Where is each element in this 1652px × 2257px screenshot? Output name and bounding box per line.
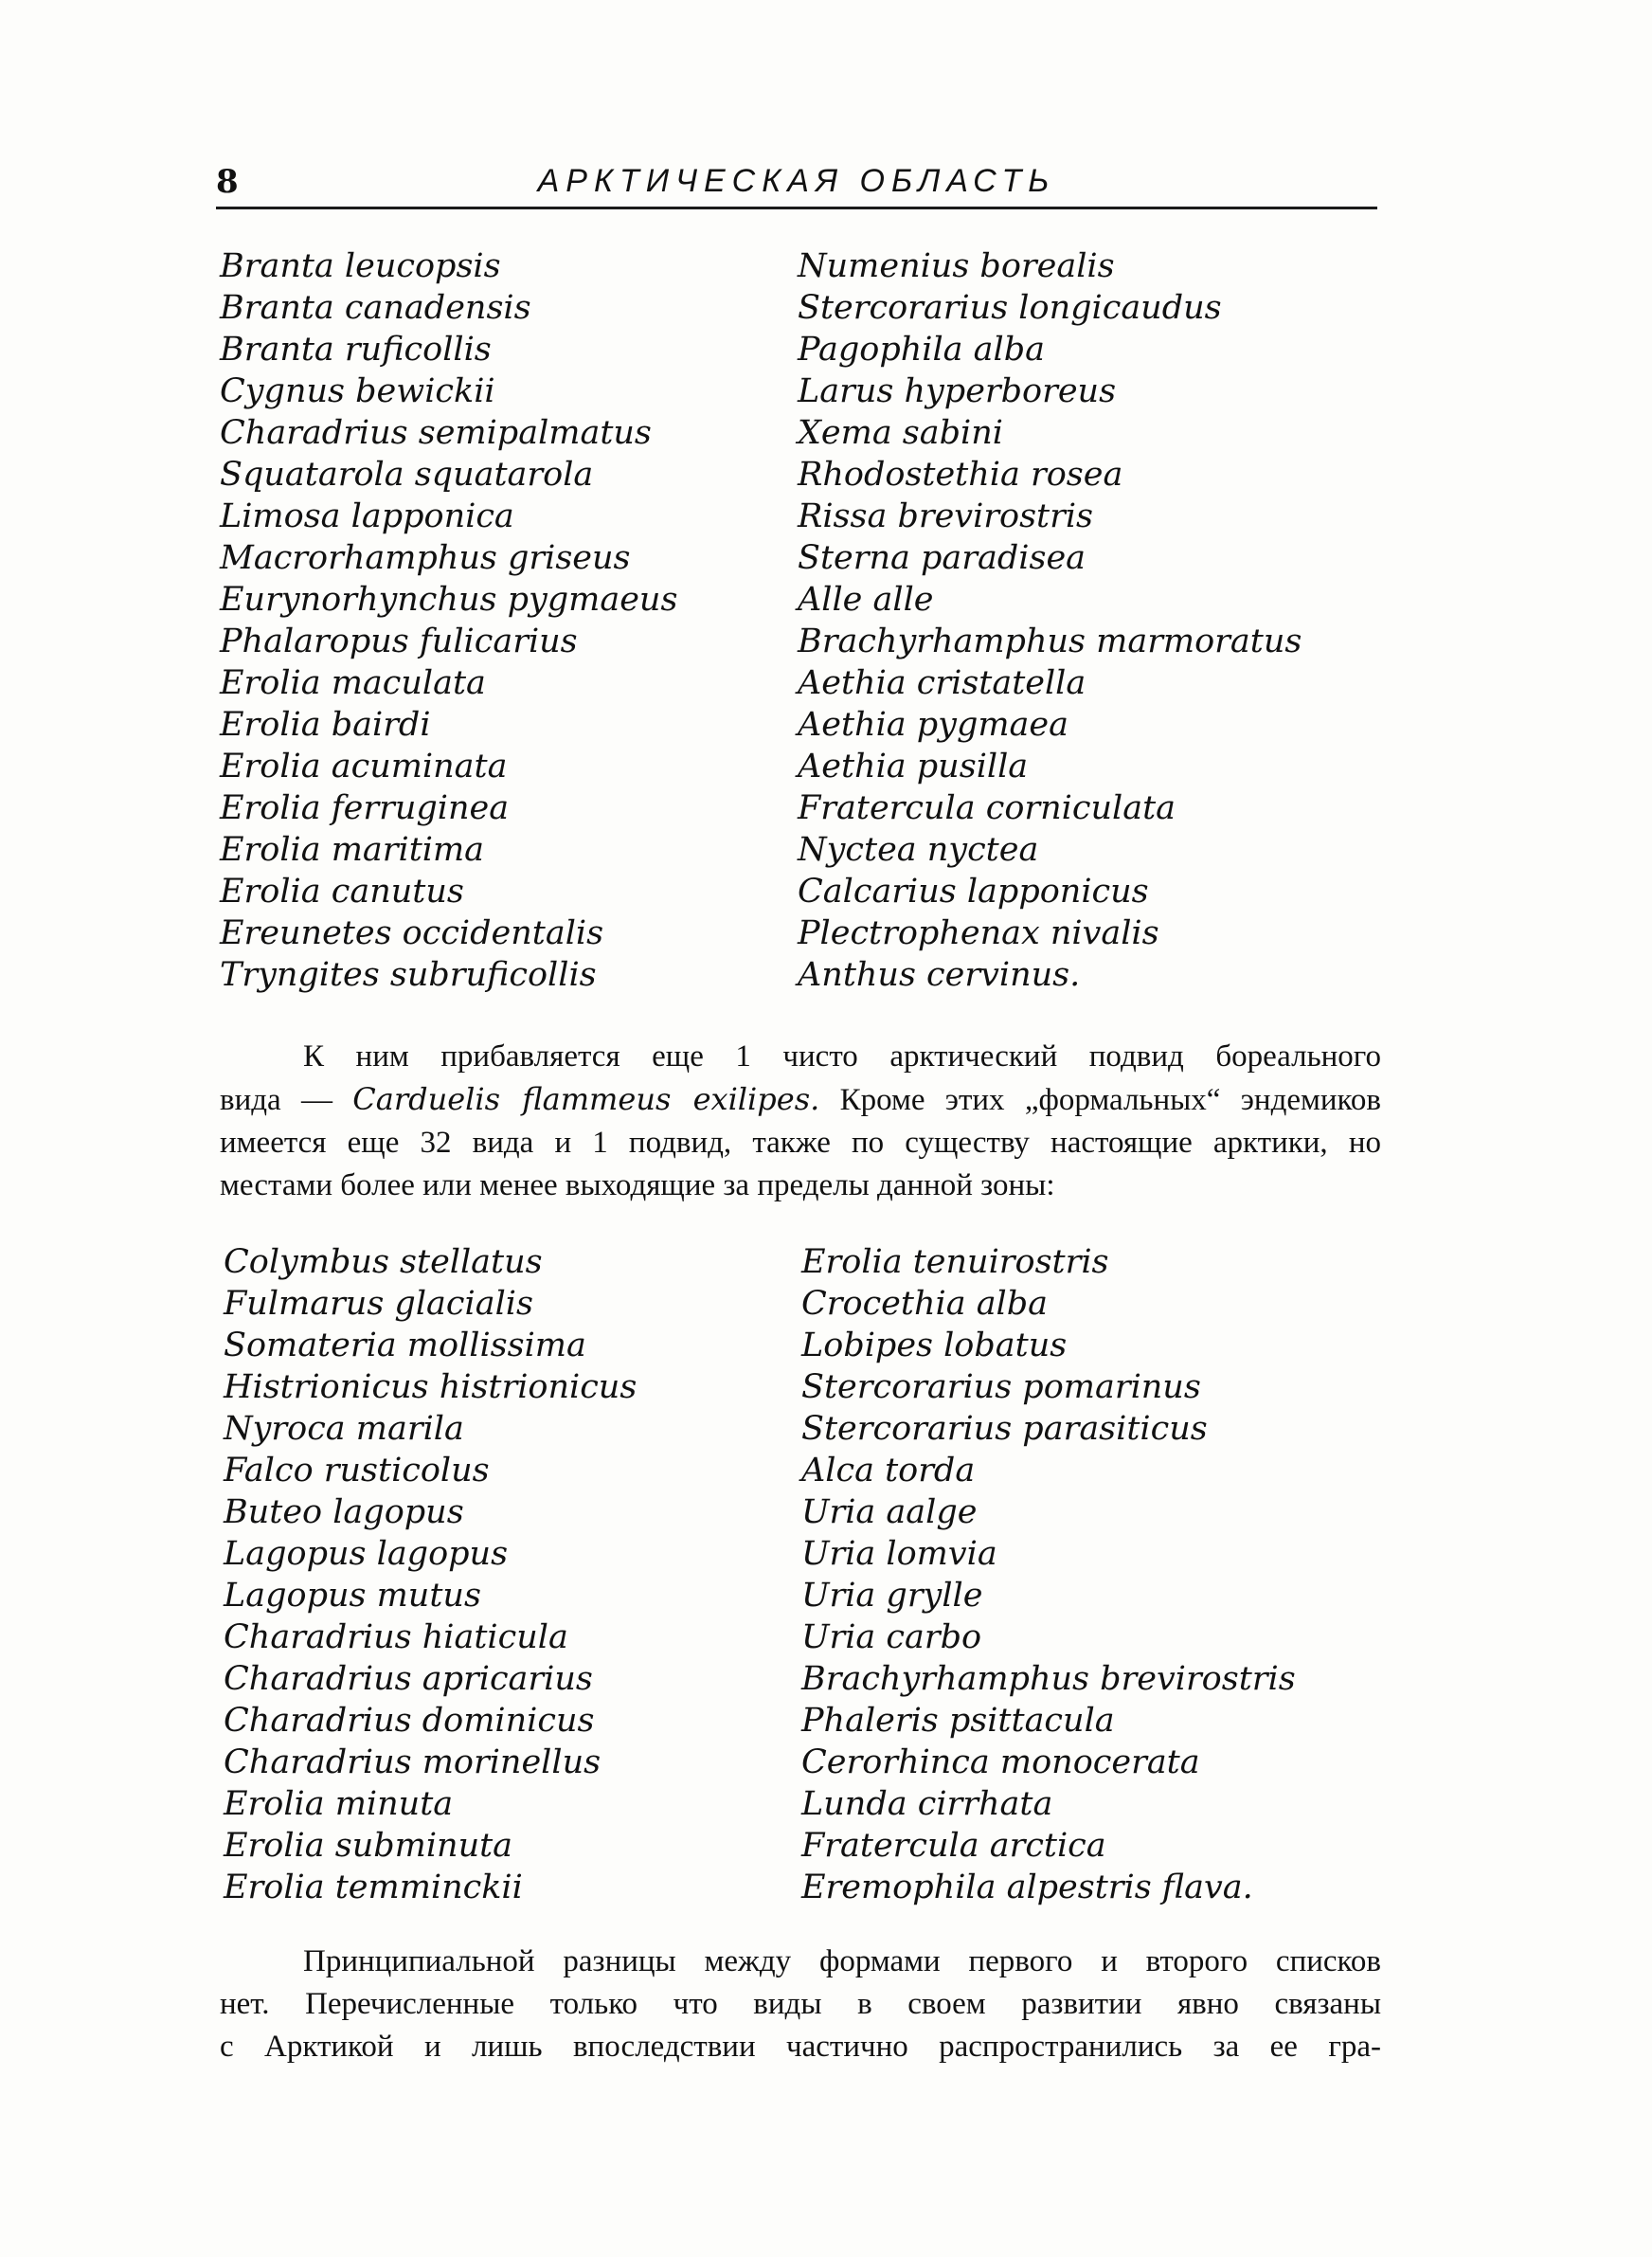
species-name: Branta canadensis — [220, 289, 531, 327]
latin-species-name: Carduelis flammeus exilipes. — [352, 1081, 820, 1117]
species-name: Lunda cirrhata — [801, 1785, 1053, 1823]
species-name: Numenius borealis — [798, 247, 1115, 285]
species-name: Cygnus bewickii — [220, 372, 495, 410]
species-name: Fratercula arctica — [801, 1827, 1106, 1865]
species-name: Tryngites subruficollis — [220, 956, 597, 994]
endemic-species-list-left — [220, 245, 677, 996]
species-name: Lagopus mutus — [224, 1577, 481, 1615]
species-name: Branta ruficollis — [220, 331, 492, 369]
species-name: Anthus cervinus. — [798, 956, 1081, 994]
species-name: Stercorarius pomarinus — [801, 1368, 1201, 1406]
page-header — [216, 159, 1377, 209]
species-name: Stercorarius longicaudus — [798, 289, 1222, 327]
species-name: Aethia cristatella — [798, 664, 1086, 702]
paragraph-subspecies-note — [220, 1036, 1381, 1207]
species-name: Lobipes lobatus — [801, 1327, 1068, 1364]
species-name: Alle alle — [798, 581, 934, 619]
species-name: Erolia temminckii — [224, 1869, 523, 1906]
species-name: Aethia pusilla — [798, 748, 1029, 785]
paragraph-line — [220, 1078, 1381, 1122]
species-name: Erolia maculata — [220, 664, 486, 702]
species-name: Xema sabini — [798, 414, 1003, 452]
species-name: Rissa brevirostris — [798, 497, 1093, 535]
species-name: Charadrius dominicus — [224, 1702, 595, 1740]
species-name: Eurynorhynchus pygmaeus — [220, 581, 678, 619]
species-name: Squatarola squatarola — [220, 456, 594, 494]
species-name: Pagophila alba — [798, 331, 1045, 369]
species-name: Uria grylle — [801, 1577, 983, 1615]
species-name: Falco rusticolus — [224, 1452, 490, 1490]
species-name: Erolia maritima — [220, 831, 485, 869]
species-name: Macrorhamphus griseus — [220, 539, 631, 577]
page-number: 8 — [216, 163, 239, 201]
species-name: Sterna paradisea — [798, 539, 1086, 577]
species-name: Branta leucopsis — [220, 247, 501, 285]
paragraph-line: нет. Перечисленные только что виды в своем развитии явно связаны — [220, 1987, 1381, 2021]
species-name: Erolia minuta — [224, 1785, 454, 1823]
species-name: Fratercula corniculata — [798, 789, 1176, 827]
species-name: Rhodostethia rosea — [798, 456, 1123, 494]
species-name: Erolia tenuirostris — [801, 1243, 1109, 1281]
species-name: Phalaropus fulicarius — [220, 623, 578, 660]
species-name: Erolia acuminata — [220, 748, 508, 785]
species-name: Larus hyperboreus — [798, 372, 1117, 410]
species-name: Somateria mollissima — [224, 1327, 586, 1364]
paragraph-line: имеется еще 32 вида и 1 подвид, также по существу настоящие арктики, но — [220, 1126, 1381, 1160]
species-name: Nyroca marila — [224, 1410, 464, 1448]
arctic-species-list-right — [801, 1241, 1296, 1908]
species-name: Brachyrhamphus brevirostris — [801, 1660, 1296, 1698]
species-name: Erolia subminuta — [224, 1827, 513, 1865]
species-name: Eremophila alpestris flava. — [801, 1869, 1253, 1906]
paragraph-conclusion — [220, 1941, 1381, 2068]
species-name: Aethia pygmaea — [798, 706, 1068, 744]
species-name: Phaleris psittacula — [801, 1702, 1115, 1740]
species-name: Charadrius hiaticula — [224, 1618, 568, 1656]
species-name: Brachyrhamphus marmoratus — [798, 623, 1302, 660]
species-name: Calcarius lapponicus — [798, 873, 1149, 911]
species-name: Uria aalge — [801, 1493, 978, 1531]
species-name: Crocethia alba — [801, 1285, 1049, 1323]
running-title: АРКТИЧЕСКАЯ ОБЛАСТЬ — [537, 163, 1056, 199]
endemic-species-list-right — [798, 245, 1302, 996]
species-name: Buteo lagopus — [224, 1493, 464, 1531]
species-name: Limosa lapponica — [220, 497, 514, 535]
species-name: Uria carbo — [801, 1618, 982, 1656]
species-name: Erolia bairdi — [220, 706, 431, 744]
species-name: Lagopus lagopus — [224, 1535, 509, 1573]
paragraph-text: Кроме этих „формальных“ эндемиков — [819, 1083, 1381, 1117]
species-name: Charadrius morinellus — [224, 1743, 602, 1781]
species-name: Histrionicus histrionicus — [224, 1368, 637, 1406]
species-name: Charadrius apricarius — [224, 1660, 593, 1698]
species-name: Colymbus stellatus — [224, 1243, 543, 1281]
species-name: Cerorhinca monocerata — [801, 1743, 1200, 1781]
species-name: Nyctea nyctea — [798, 831, 1039, 869]
paragraph-line: местами более или менее выходящие за пределы данной зоны: — [220, 1168, 1055, 1202]
paragraph-line: К ним прибавляется еще 1 чисто арктический подвид бореального — [303, 1039, 1381, 1074]
arctic-species-list-left — [224, 1241, 637, 1908]
species-name: Plectrophenax nivalis — [798, 914, 1159, 952]
paragraph-text: вида — — [220, 1083, 353, 1117]
paragraph-line: Принципиальной разницы между формами первого и второго списков — [303, 1944, 1381, 1978]
species-name: Erolia ferruginea — [220, 789, 510, 827]
species-name: Erolia canutus — [220, 873, 464, 911]
species-name: Stercorarius parasiticus — [801, 1410, 1208, 1448]
species-name: Ereunetes occidentalis — [220, 914, 604, 952]
species-name: Charadrius semipalmatus — [220, 414, 652, 452]
species-name: Fulmarus glacialis — [224, 1285, 533, 1323]
species-name: Uria lomvia — [801, 1535, 997, 1573]
species-name: Alca torda — [801, 1452, 976, 1490]
paragraph-line: с Арктикой и лишь впоследствии частично распространились за ее гра- — [220, 2030, 1381, 2064]
